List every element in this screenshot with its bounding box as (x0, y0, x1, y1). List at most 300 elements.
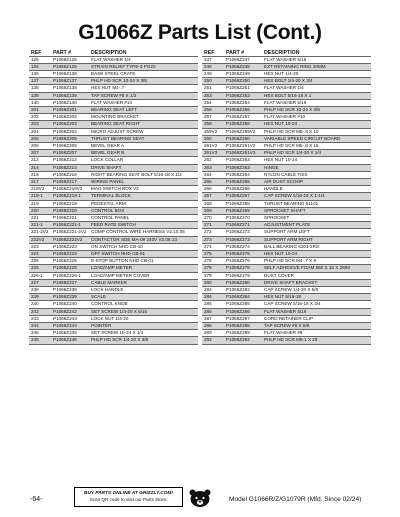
description-cell: COMP CONTROL WIRE HARNESS V2.10.08 (89, 229, 198, 236)
description-cell: PHLP HD SCR 10-24 X 3/8 (89, 78, 198, 85)
part-number-cell: P1066Z205 (51, 135, 89, 142)
ref-cell: 288 (202, 323, 224, 330)
description-cell: NYLON CABLE TIES (262, 171, 371, 178)
ref-cell: 214 (29, 164, 51, 171)
part-number-cell: P1066Z262 (224, 157, 262, 164)
description-cell: AIR DUST SCOOP (262, 178, 371, 185)
part-number-cell: P1066Z136 (51, 70, 89, 77)
table-row (29, 330, 198, 337)
ref-cell: 207 (29, 150, 51, 157)
table-row (202, 121, 371, 128)
part-number-cell: P1066Z288 (224, 323, 262, 330)
table-row (29, 150, 198, 157)
table-row (202, 193, 371, 200)
description-cell: PHLP HD SCR M5-.8 X 15 (262, 142, 371, 149)
ref-cell: 261V2 (202, 142, 224, 149)
header-row (202, 48, 371, 56)
page-footer (0, 483, 400, 513)
description-cell: CONTROL PANEL (89, 214, 198, 221)
ref-cell: 279 (202, 272, 224, 279)
ref-cell: 206 (29, 142, 51, 149)
part-number-cell: P1066Z265 (224, 178, 262, 185)
ref-cell: 262 (202, 157, 224, 164)
part-number-cell: P1066Z289 (224, 330, 262, 337)
ref-cell: 270 (202, 214, 224, 221)
part-number-cell: P1066Z269 (224, 207, 262, 214)
description-cell: HANDLE (262, 186, 371, 193)
ref-cell: 138 (29, 85, 51, 92)
description-cell: TERMINAL BLOCK (89, 193, 198, 200)
description-cell: ON SWITCH NHD CB-10 (89, 243, 198, 250)
description-cell: CABLE MARKER (89, 279, 198, 286)
table-row (29, 258, 198, 265)
parts-table-body (29, 56, 198, 344)
ref-cell: 221 (29, 214, 51, 221)
ref-cell: 274 (202, 243, 224, 250)
ref-cell: 245 (29, 330, 51, 337)
ref-cell: 140 (29, 99, 51, 106)
part-number-cell: P1066Z216 (51, 171, 89, 178)
part-number-cell: P1066Z224 (51, 250, 89, 257)
part-number-cell: P1066Z260 (224, 135, 262, 142)
table-row (29, 200, 198, 207)
grizzly-bear-logo-icon (187, 488, 213, 508)
table-row (202, 279, 371, 286)
ref-cell: 201 (29, 106, 51, 113)
description-cell: FLAT WASHER 1/4 (262, 85, 371, 92)
ref-cell: 292 (202, 337, 224, 344)
table-row (29, 243, 198, 250)
description-cell: SPROCKET SHAFT (262, 207, 371, 214)
ref-cell: 221-2V2 (29, 229, 51, 236)
parts-table-left (29, 48, 198, 345)
ref-cell: 257 (202, 114, 224, 121)
table-row (202, 171, 371, 178)
part-number-cell: P1066Z263 (224, 164, 262, 171)
description-cell: BEVEL GEAR A (89, 142, 198, 149)
table-row (202, 272, 371, 279)
ref-cell: 259V2 (202, 128, 224, 135)
description-header: DESCRIPTION (91, 49, 127, 56)
ref-cell: 276 (202, 258, 224, 265)
ref-cell: 212 (29, 157, 51, 164)
description-cell: LOAD/AMP METER COVER (89, 272, 198, 279)
description-cell: SUPPORT ARM RIGHT (262, 236, 371, 243)
table-row (202, 56, 371, 63)
part-number-cell: P1066Z276 (224, 258, 262, 265)
description-cell: STRAIN RELIEF TYPE-3 PG20 (89, 63, 198, 70)
table-row (202, 287, 371, 294)
description-cell: DRIVE SHAFT (89, 164, 198, 171)
description-cell: PHLP HD SCR 1/4-20 X 3/8 (89, 337, 198, 344)
ref-cell: 242 (29, 308, 51, 315)
description-cell: MAG SWITCH BOX V2 (89, 186, 198, 193)
description-cell: WIRING PANEL (89, 178, 198, 185)
table-row (29, 70, 198, 77)
table-row (202, 150, 371, 157)
part-number-cell: P1066Z287 (224, 315, 262, 322)
ref-cell: 221-1 (29, 222, 51, 229)
table-row (202, 330, 371, 337)
description-header: DESCRIPTION (264, 49, 300, 56)
part-number-cell: P1066Z292 (224, 337, 262, 344)
part-number-cell: P1066Z285 (224, 301, 262, 308)
table-row (29, 236, 198, 243)
description-cell: BASE STEEL CRATE (89, 70, 198, 77)
description-cell: LOAD/AMP METER (89, 265, 198, 272)
table-row (29, 157, 198, 164)
part-number-cell: P1066Z217 (51, 178, 89, 185)
table-row (29, 99, 198, 106)
part-number-cell: P1066Z272 (224, 229, 262, 236)
table-row (29, 222, 198, 229)
table-row (29, 92, 198, 99)
description-cell: RIGHT BEARING SEAT BOLT 5/16-18 X 1/2 (89, 171, 198, 178)
part-number-cell: P1066Z221-1 (51, 222, 89, 229)
ref-cell: 251 (202, 85, 224, 92)
table-row (202, 250, 371, 257)
ref-cell: 282 (202, 287, 224, 294)
part-number-cell: P1066Z282 (224, 287, 262, 294)
ref-cell: 268 (202, 200, 224, 207)
part-number-cell: P1066Z279 (224, 272, 262, 279)
ref-cell: 203 (29, 121, 51, 128)
parts-table-right (202, 48, 371, 345)
part-number-cell: P1066Z261V3 (224, 150, 262, 157)
table-row (29, 135, 198, 142)
table-row (202, 164, 371, 171)
table-row (202, 92, 371, 99)
ref-cell: 136 (29, 70, 51, 77)
part-number-cell: P1066Z238 (51, 287, 89, 294)
description-cell: BEARING SEAT RIGHT (89, 121, 198, 128)
description-cell: HEX BOLT 5/16-18 X 1 (262, 92, 371, 99)
ref-cell: 249 (202, 70, 224, 77)
part-number-cell: P1066Z259V2 (224, 128, 262, 135)
description-cell: PHLP HD SCR M5-.8 X 10 (262, 128, 371, 135)
description-cell: PHLP HD SCR 10-24 X 3/8 (262, 106, 371, 113)
table-row (202, 294, 371, 301)
table-row (29, 78, 198, 85)
ref-cell: 226 (29, 265, 51, 272)
part-number-cell: P1066Z275 (224, 250, 262, 257)
part-number-cell: P1066Z242 (51, 308, 89, 315)
part-number-cell: P1066Z221 (51, 214, 89, 221)
description-cell: CONTROL KNOB (89, 301, 198, 308)
description-cell: CORD RETAINER CLIP (262, 315, 371, 322)
part-number-cell: P1066Z286 (224, 308, 262, 315)
table-row (202, 78, 371, 85)
table-row (202, 236, 371, 243)
table-row (202, 323, 371, 330)
description-cell: POINTER (89, 323, 198, 330)
model-info: Model G1066R/Z/G1079R (Mfd. Since 02/24) (229, 496, 362, 503)
ref-cell: 271 (202, 222, 224, 229)
table-row (202, 229, 371, 236)
part-number-cell: P1066Z220 (51, 207, 89, 214)
description-cell: ADJUSTMENT PLATE (262, 222, 371, 229)
description-cell: VARIABLE SPEED CIRCUIT BOARD (262, 135, 371, 142)
ref-cell: 227 (29, 279, 51, 286)
part-number-cell: P1066Z212 (51, 157, 89, 164)
table-row (202, 308, 371, 315)
description-cell: SUPPORT ARM LEFT (262, 229, 371, 236)
part-number-cell: P1066Z201 (51, 106, 89, 113)
part-number-cell: P1066Z218-1 (51, 193, 89, 200)
description-cell: CONTROL BOX (89, 207, 198, 214)
table-row (202, 178, 371, 185)
ref-cell: 254 (202, 99, 224, 106)
part-number-cell: P1066Z227 (51, 279, 89, 286)
table-row (29, 56, 198, 63)
parts-table (202, 48, 371, 345)
table-row (202, 243, 371, 250)
table-row (29, 323, 198, 330)
part-number-cell: P1066Z246 (51, 337, 89, 344)
table-row (202, 301, 371, 308)
description-cell: TAP SCREW #8 X 5/8 (262, 323, 371, 330)
description-cell: HEX NUT M4-.7 (89, 85, 198, 92)
description-cell: MICRO ADJUST SCREW (89, 128, 198, 135)
description-cell: CAP SCREW 5/16-18 X 3/4 (262, 301, 371, 308)
ref-cell: 280 (202, 279, 224, 286)
table-row (202, 186, 371, 193)
part-number-cell: P1066Z226-1 (51, 272, 89, 279)
description-cell: CONTACTOR SDE MA-09 240V V2.06.13 (89, 236, 198, 243)
table-row (29, 164, 198, 171)
ref-cell: 224 (29, 250, 51, 257)
description-cell: SCALE (89, 294, 198, 301)
table-row (29, 178, 198, 185)
part-number-cell: P1066Z221-2V2 (51, 229, 89, 236)
part-number-cell: P1066Z202 (51, 114, 89, 121)
description-cell: SET SCREW 1/4-20 X 5/16 (89, 308, 198, 315)
ref-cell: 250 (202, 78, 224, 85)
part-number-cell: P1066Z258 (224, 121, 262, 128)
part-number-cell: P1066Z271 (224, 222, 262, 229)
description-cell: PHLP HD SCR M6-1 X 20 (262, 337, 371, 344)
part-number-cell: P1066Z244 (51, 323, 89, 330)
description-cell: LOCK HANDLE (89, 287, 198, 294)
description-cell: MOUNTING BRACKET (89, 114, 198, 121)
page-number: -64- (30, 496, 43, 503)
part-number-cell: P1066Z207 (51, 150, 89, 157)
ref-cell: 238 (29, 287, 51, 294)
table-row (29, 272, 198, 279)
table-row (202, 99, 371, 106)
description-cell: LOCK COLLAR (89, 157, 198, 164)
part-number-cell: P1066Z248 (224, 63, 262, 70)
description-cell: HINGE (262, 164, 371, 171)
description-cell: SET SCREW 10-24 X 1/4 (89, 330, 198, 337)
table-row (29, 294, 198, 301)
part-number-cell: P1066Z225 (51, 258, 89, 265)
table-row (29, 142, 198, 149)
table-row (29, 63, 198, 70)
ref-cell: 244 (29, 323, 51, 330)
ref-cell: 248 (202, 63, 224, 70)
part-number-cell: P1066Z138 (51, 85, 89, 92)
part-number-cell: P1066Z284 (224, 294, 262, 301)
part-number-cell: P1066Z243 (51, 315, 89, 322)
part-number-cell: P1066Z280 (224, 279, 262, 286)
ref-cell: 139 (29, 92, 51, 99)
ref-cell: 258 (202, 121, 224, 128)
ref-cell: 261V3 (202, 150, 224, 157)
description-cell: TAP SCREW #8 X 1/2 (89, 92, 198, 99)
description-cell: FLAT WASHER 5/16 (262, 99, 371, 106)
ref-cell: 285 (202, 301, 224, 308)
part-number-cell: P1066Z256 (224, 106, 262, 113)
description-cell: FLAT WASHER #10 (89, 99, 198, 106)
table-row (29, 229, 198, 236)
ref-cell: 272 (202, 229, 224, 236)
part-number-cell: P1066Z206 (51, 142, 89, 149)
table-row (29, 85, 198, 92)
ref-cell: 243 (29, 315, 51, 322)
part-number-cell: P1066Z261V2 (224, 142, 262, 149)
table-row (202, 128, 371, 135)
ref-cell: 275 (202, 250, 224, 257)
table-row (202, 85, 371, 92)
part-number-cell: P1066Z137 (51, 78, 89, 85)
part-number-cell: P1066Z273 (224, 236, 262, 243)
table-row (202, 207, 371, 214)
description-cell: HEX NUT 10-24 (262, 121, 371, 128)
part-number-cell: P1066Z247 (224, 56, 262, 63)
ref-cell: 218V2 (29, 186, 51, 193)
table-row (29, 193, 198, 200)
description-cell: DRIVE SHAFT BRACKET (262, 279, 371, 286)
part-number-cell: P1066Z257 (224, 114, 262, 121)
ref-header: REF (31, 49, 42, 56)
description-cell: FLAT WASHER #8 (262, 330, 371, 337)
description-cell: PHLP HD SCR M4-.7 X 8 (262, 258, 371, 265)
description-cell: SPROCKET (262, 214, 371, 221)
ref-cell: 247 (202, 56, 224, 63)
ref-cell: 269 (202, 207, 224, 214)
part-number-cell: P1066Z239 (51, 294, 89, 301)
part-number-cell: P1066Z245 (51, 330, 89, 337)
table-row (202, 200, 371, 207)
description-cell: HEX NUT 1/4-20 (262, 70, 371, 77)
ref-cell: 226-1 (29, 272, 51, 279)
ref-cell: 137 (29, 78, 51, 85)
table-row (29, 308, 198, 315)
buy-parts-box[interactable] (74, 487, 183, 507)
table-row (29, 214, 198, 221)
part-number-cell: P1066Z226 (51, 265, 89, 272)
description-cell: EXT RETAINING RING 20MM (262, 63, 371, 70)
table-row (202, 315, 371, 322)
table-row (29, 106, 198, 113)
description-cell: BEARING SEAT LEFT (89, 106, 198, 113)
table-row (202, 106, 371, 113)
table-row (202, 222, 371, 229)
description-cell: HEX NUT 10-24 (262, 250, 371, 257)
ref-cell: 253 (202, 92, 224, 99)
description-cell: FEED RATE SWITCH (89, 222, 198, 229)
ref-cell: 216 (29, 171, 51, 178)
part-number-cell: P1066Z222V2 (51, 236, 89, 243)
part-number-cell: P1066Z274 (224, 243, 262, 250)
ref-cell: 278 (202, 265, 224, 272)
table-row (29, 128, 198, 135)
description-cell: OFF SWITCH NHD CB-01 (89, 250, 198, 257)
page-title: G1066Z Parts List (Cont.) (78, 21, 322, 44)
part-number-cell: P1066Z267 (224, 193, 262, 200)
ref-cell: 264 (202, 171, 224, 178)
description-cell: HEX NUT 10-24 (262, 157, 371, 164)
part-number-cell: P1066Z264 (224, 171, 262, 178)
table-row (202, 142, 371, 149)
parts-table (29, 48, 198, 345)
ref-cell: 239 (29, 294, 51, 301)
ref-cell: 125 (29, 56, 51, 63)
ref-cell: 263 (202, 164, 224, 171)
part-number-cell: P1066Z266 (224, 186, 262, 193)
description-cell: FLAT WASHER #10 (262, 114, 371, 121)
table-row (202, 265, 371, 272)
part-number-cell: P1066Z203 (51, 121, 89, 128)
description-cell: THRUST BEARING SEAT (89, 135, 198, 142)
table-row (29, 337, 198, 344)
ref-cell: 240 (29, 301, 51, 308)
part-number-cell: P1066Z218V2 (51, 186, 89, 193)
ref-cell: 266 (202, 186, 224, 193)
qr-instruction-text: Scan QR code to visit our Parts Store. (89, 497, 168, 502)
description-cell: SELF ADHESIVE FOAM 660 X 15 X 2MM (262, 265, 371, 272)
description-cell: FLAT WASHER 5/16 (262, 56, 371, 63)
table-row (29, 114, 198, 121)
part-number-cell: P1066Z204 (51, 128, 89, 135)
description-cell: THRUST BEARING 51101 (262, 200, 371, 207)
table-row (29, 315, 198, 322)
table-row (29, 186, 198, 193)
description-cell: PHLP HD SCR 1/4-20 X 1/4 (262, 150, 371, 157)
ref-cell: 222V2 (29, 236, 51, 243)
part-number-cell: P1066Z125 (51, 56, 89, 63)
part-number-cell: P1066Z214 (51, 164, 89, 171)
description-cell: E-STOP BUTTON NHD CB-01 (89, 258, 198, 265)
description-cell: HEX NUT 5/16-18 (262, 294, 371, 301)
part-number-cell: P1066Z253 (224, 92, 262, 99)
part-header: PART # (53, 49, 72, 56)
ref-cell: 273 (202, 236, 224, 243)
ref-cell: 287 (202, 315, 224, 322)
table-row (202, 157, 371, 164)
part-number-cell: P1066Z126 (51, 63, 89, 70)
part-number-cell: P1066Z249 (224, 70, 262, 77)
description-cell: HEX BOLT 1/4-20 X 3/4 (262, 78, 371, 85)
ref-cell: 126 (29, 63, 51, 70)
ref-cell: 267 (202, 193, 224, 200)
table-row (29, 287, 198, 294)
description-cell: FLAT WASHER 1/4 (89, 56, 198, 63)
part-number-cell: P1066Z223 (51, 243, 89, 250)
part-number-cell: P1066Z268 (224, 200, 262, 207)
table-row (202, 70, 371, 77)
description-cell: CAP SCREW 5/16-18 X 1-1/4 (262, 193, 371, 200)
part-header: PART # (226, 49, 245, 56)
buy-parts-text: BUY PARTS ONLINE AT GRIZZLY.COM! (83, 491, 173, 496)
ref-cell: 260 (202, 135, 224, 142)
ref-cell: 219 (29, 200, 51, 207)
table-row (202, 63, 371, 70)
ref-cell: 205 (29, 135, 51, 142)
table-row (29, 121, 198, 128)
ref-cell: 289 (202, 330, 224, 337)
